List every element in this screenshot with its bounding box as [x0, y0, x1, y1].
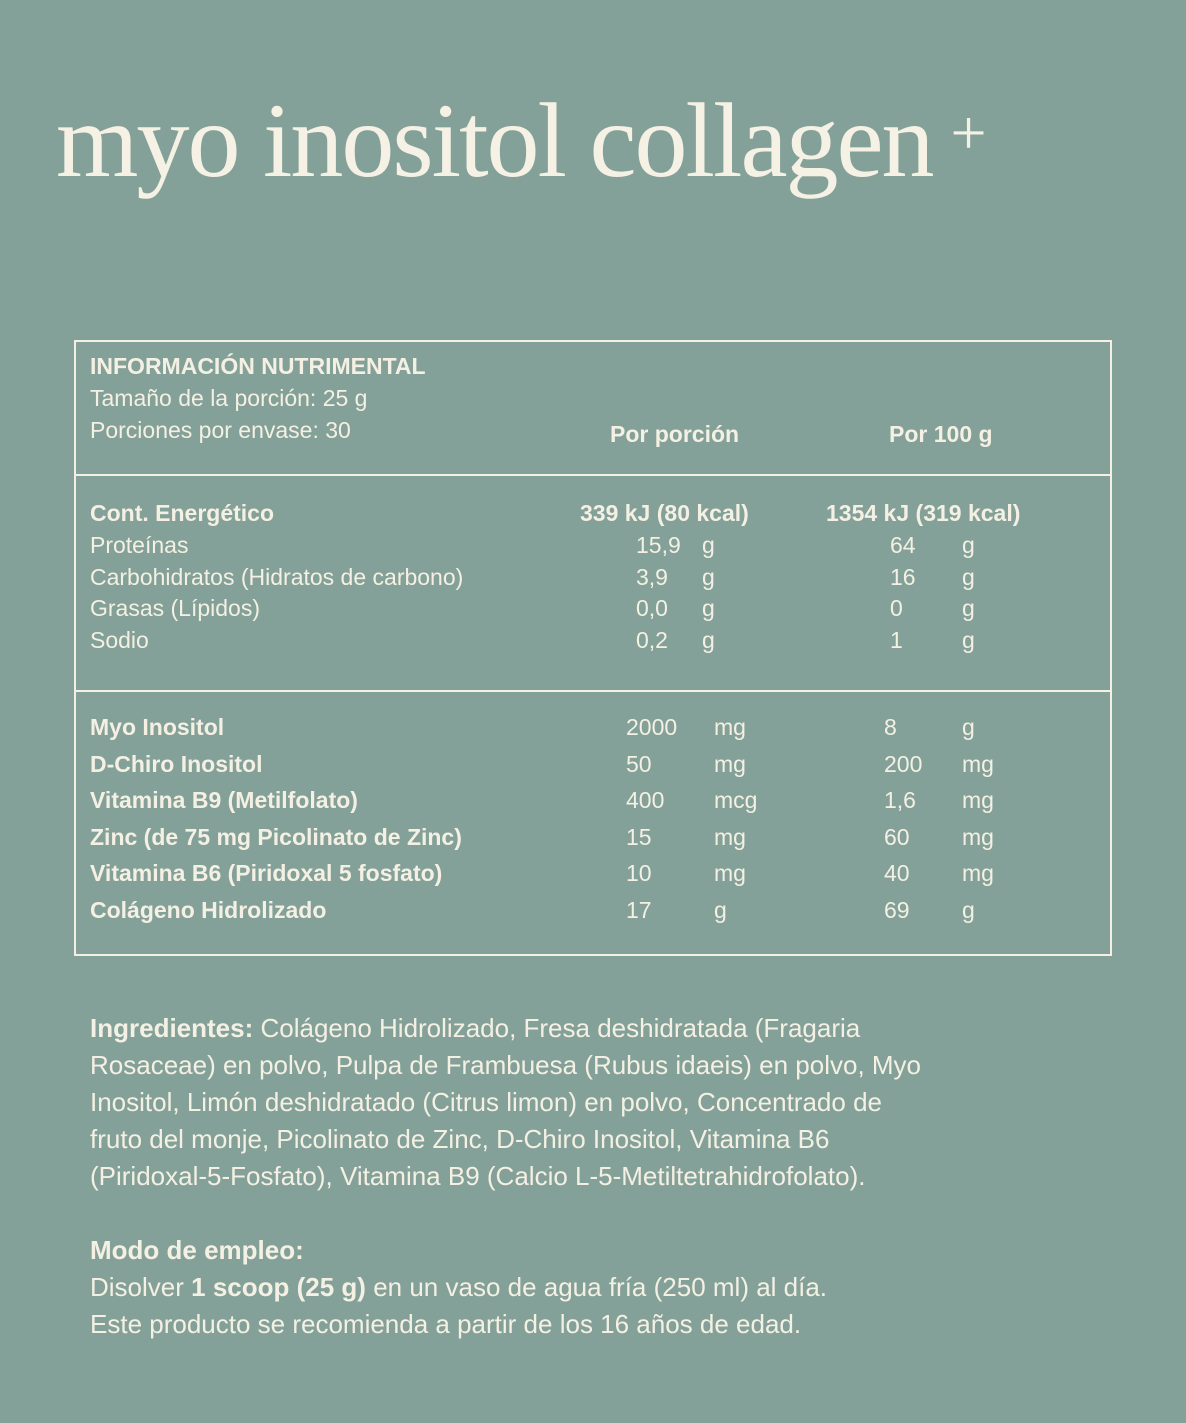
- macro-row-per100-unit: g: [962, 595, 975, 621]
- macro-row-label: Grasas (Lípidos): [90, 595, 261, 621]
- active-row-label: Zinc (de 75 mg Picolinato de Zinc): [90, 823, 462, 850]
- active-row-label: Myo Inositol: [90, 714, 225, 740]
- energy-label: Cont. Energético: [90, 500, 275, 526]
- active-row-serving-unit: g: [714, 896, 727, 923]
- active-row-serving-unit: mg: [714, 823, 746, 850]
- macro-row-serving-value: 3,9: [636, 563, 668, 590]
- active-row-label: Vitamina B9 (Metilfolato): [90, 787, 358, 813]
- macro-row-per100-value: 64: [890, 532, 916, 558]
- macro-row-serving-unit: g: [702, 563, 715, 590]
- active-row-serving-value: 50: [626, 750, 652, 777]
- active-row-serving-value: 10: [626, 860, 652, 886]
- ingredients-line: [90, 1010, 921, 1047]
- active-row-per100-unit: g: [962, 714, 975, 740]
- macro-row-per100-unit: g: [962, 532, 975, 558]
- section-divider: [76, 474, 1110, 476]
- nutrition-facts-panel: [74, 340, 1112, 956]
- active-row-per100-value: 1,6: [884, 787, 916, 813]
- macro-row-per100-unit: g: [962, 563, 975, 590]
- active-row-serving-value: 17: [626, 896, 652, 923]
- ingredients-label: Ingredientes:: [90, 1013, 254, 1043]
- active-row-serving-unit: mg: [714, 750, 746, 777]
- ingredients-line: fruto del monje, Picolinato de Zinc, D-Chiro Inositol, Vitamina B6: [90, 1124, 830, 1154]
- active-row-per100-unit: mg: [962, 787, 994, 813]
- macro-row-per100-value: 16: [890, 563, 916, 590]
- active-row-per100-value: 200: [884, 750, 923, 777]
- macro-row-label: Sodio: [90, 626, 149, 653]
- ingredients-line: (Piridoxal-5-Fosfato), Vitamina B9 (Calcio L-5-Metiltetrahidrofolato).: [90, 1161, 866, 1191]
- active-row-serving-value: 400: [626, 787, 665, 813]
- title-plus-sign: +: [950, 97, 985, 168]
- energy-per-serving: 339 kJ (80 kcal): [580, 500, 749, 526]
- section-divider: [76, 690, 1110, 692]
- macro-row-serving-value: 0,0: [636, 595, 668, 621]
- active-row-label: Vitamina B6 (Piridoxal 5 fosfato): [90, 860, 443, 886]
- usage-paragraph: [90, 1232, 827, 1343]
- active-row-serving-value: 15: [626, 823, 652, 850]
- macro-row-serving-value: 0,2: [636, 626, 668, 653]
- energy-per-100g: 1354 kJ (319 kcal): [826, 500, 1021, 526]
- active-row-serving-unit: mg: [714, 714, 746, 740]
- active-row-label: Colágeno Hidrolizado: [90, 896, 327, 923]
- active-row-per100-unit: mg: [962, 860, 994, 886]
- macro-row-per100-value: 1: [890, 626, 903, 653]
- usage-line: [90, 1269, 827, 1306]
- macro-row-serving-unit: g: [702, 532, 715, 558]
- macro-row-per100-unit: g: [962, 626, 975, 653]
- usage-label: Modo de empleo:: [90, 1235, 304, 1265]
- usage-age-note: Este producto se recomienda a partir de los 16 años de edad.: [90, 1309, 802, 1339]
- servings-per-container: Porciones por envase: 30: [90, 417, 351, 443]
- ingredients-line: Inositol, Limón deshidratado (Citrus limon) en polvo, Concentrado de: [90, 1087, 882, 1117]
- column-header-per-serving: Por porción: [610, 421, 740, 447]
- macro-row-serving-unit: g: [702, 626, 715, 653]
- active-row-per100-value: 69: [884, 896, 910, 923]
- usage-text: en un vaso de agua fría (250 ml) al día.: [365, 1272, 828, 1302]
- product-title: [56, 82, 985, 199]
- active-row-per100-value: 40: [884, 860, 910, 886]
- active-row-label: D-Chiro Inositol: [90, 750, 263, 777]
- usage-dose: 1 scoop (25 g): [191, 1272, 366, 1302]
- active-row-per100-unit: mg: [962, 823, 994, 850]
- ingredients-line: Rosaceae) en polvo, Pulpa de Frambuesa (Rubus idaeis) en polvo, Myo: [90, 1050, 922, 1080]
- macro-row-label: Proteínas: [90, 532, 189, 558]
- column-header-per-100g: Por 100 g: [889, 421, 993, 447]
- active-row-per100-value: 8: [884, 714, 897, 740]
- nutrition-heading: INFORMACIÓN NUTRIMENTAL: [90, 353, 426, 379]
- macro-row-per100-value: 0: [890, 595, 903, 621]
- active-row-per100-unit: mg: [962, 750, 994, 777]
- serving-size: Tamaño de la porción: 25 g: [90, 385, 368, 411]
- active-row-serving-unit: mg: [714, 860, 746, 886]
- ingredients-text: Colágeno Hidrolizado, Fresa deshidratada (Fragaria: [253, 1013, 861, 1043]
- active-row-per100-unit: g: [962, 896, 975, 923]
- macro-row-serving-unit: g: [702, 595, 715, 621]
- ingredients-paragraph: [90, 1010, 921, 1195]
- usage-text: Disolver: [90, 1272, 192, 1302]
- product-title-text: myo inositol collagen: [56, 82, 933, 199]
- active-row-serving-unit: mcg: [714, 787, 758, 813]
- macro-row-serving-value: 15,9: [636, 532, 681, 558]
- macro-row-label: Carbohidratos (Hidratos de carbono): [90, 563, 464, 590]
- active-row-per100-value: 60: [884, 823, 910, 850]
- active-row-serving-value: 2000: [626, 714, 678, 740]
